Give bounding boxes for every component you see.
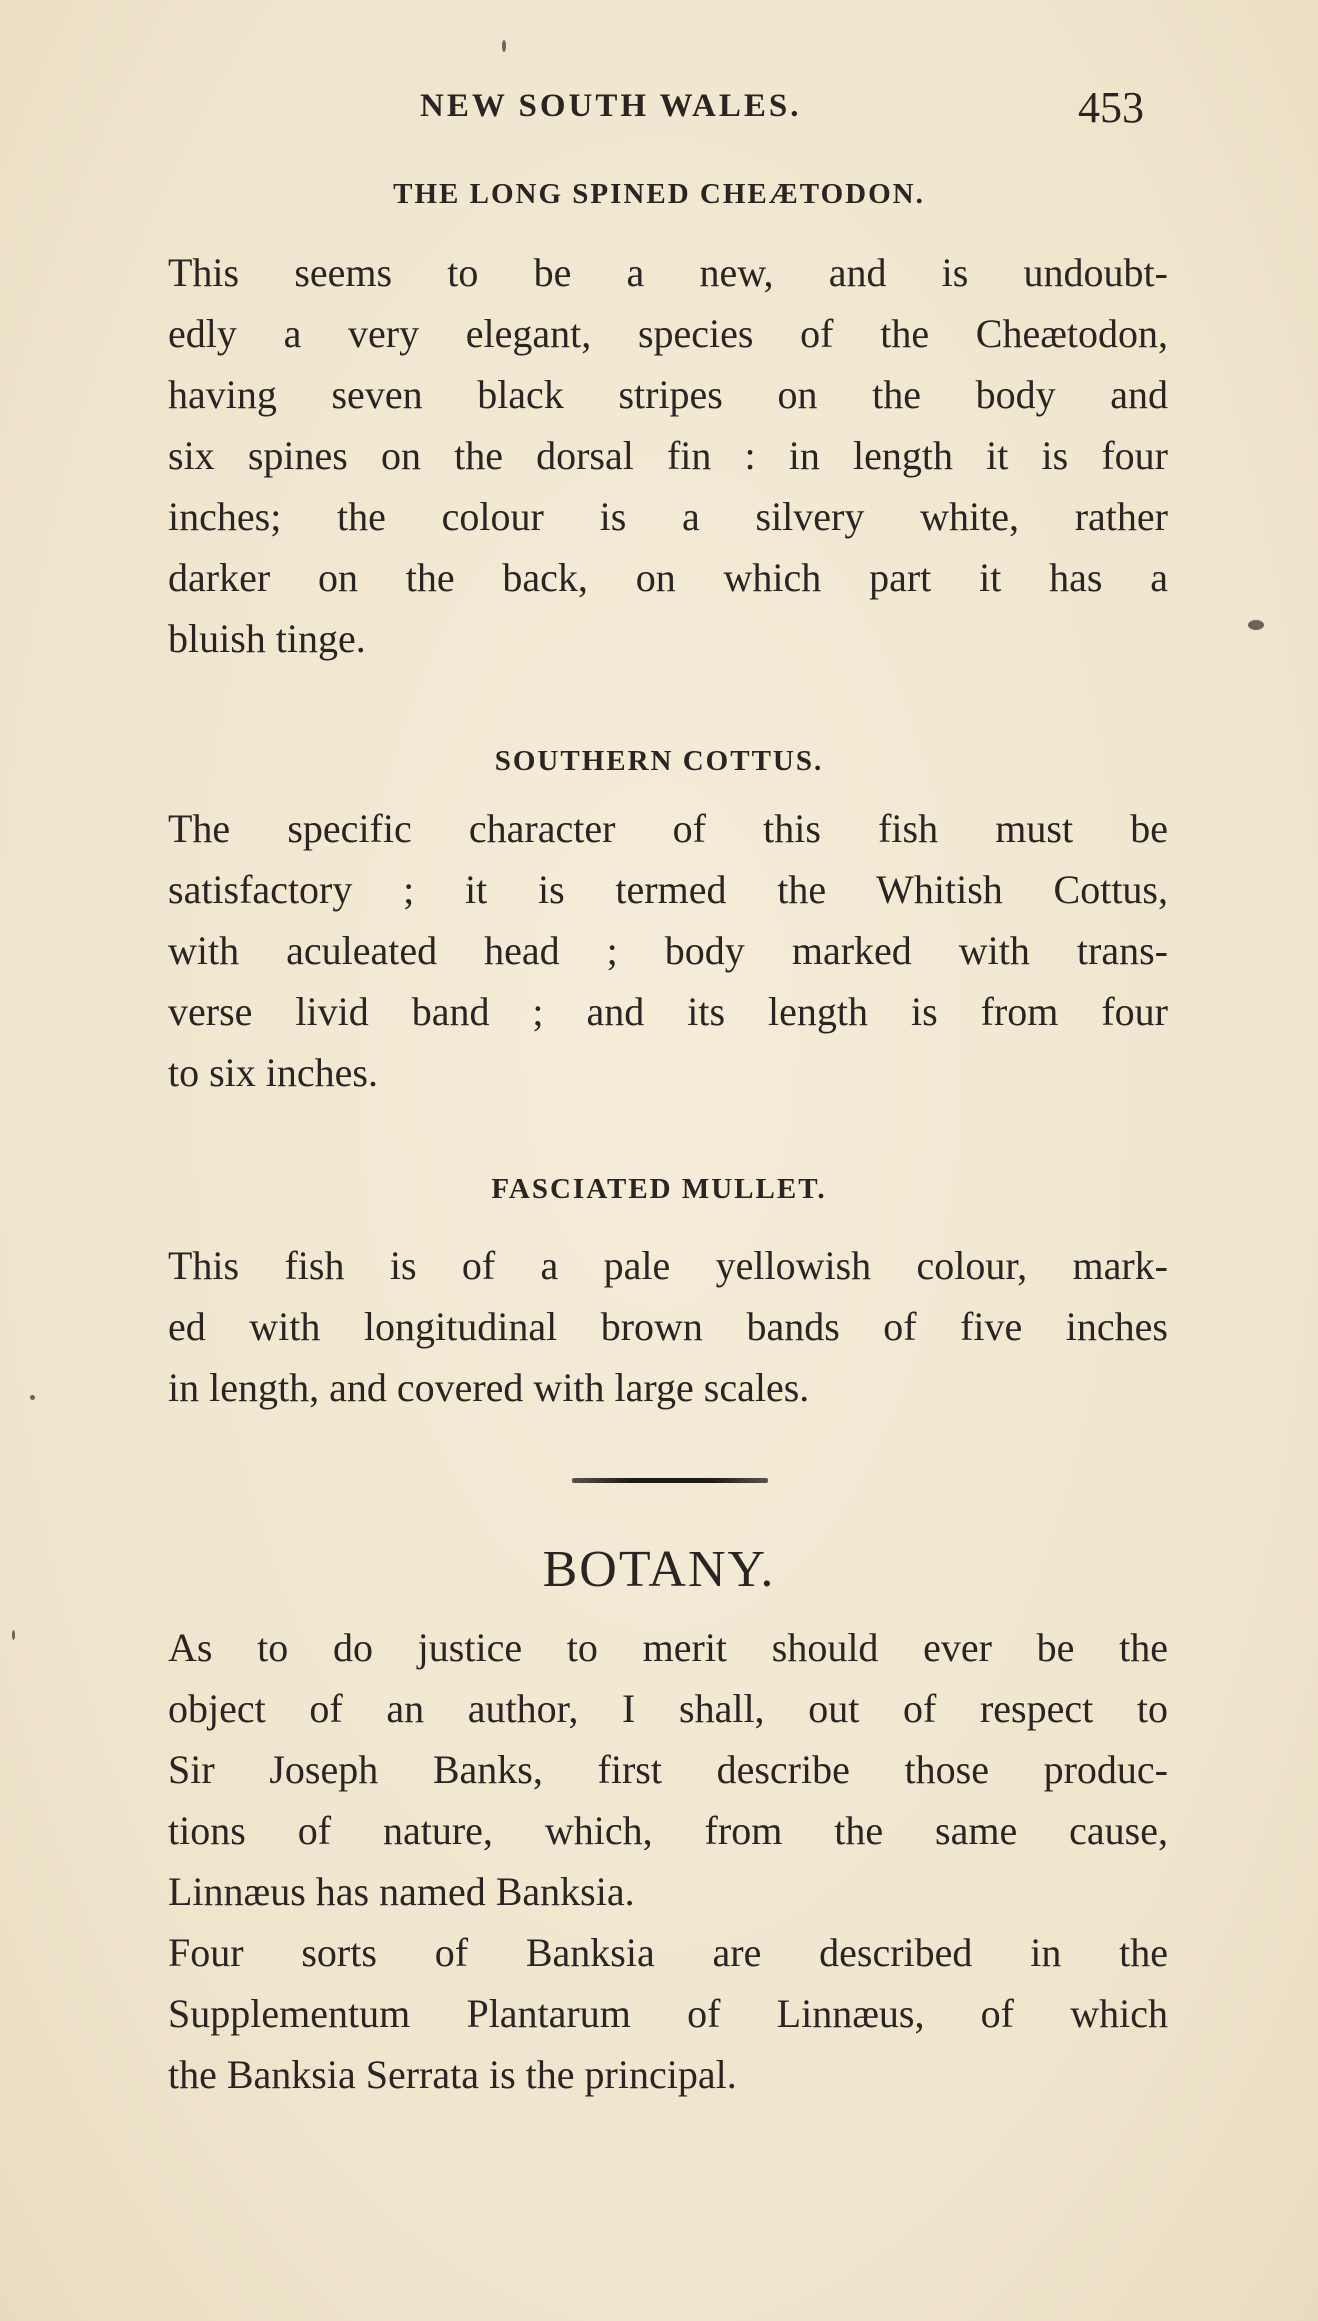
page-number: 453 xyxy=(1078,83,1144,132)
text-line: with aculeated head ; body marked with trans- xyxy=(168,928,1168,973)
text-line: edly a very elegant, species of the Cheætodon, xyxy=(168,311,1168,356)
running-title: NEW SOUTH WALES. xyxy=(420,88,802,124)
text-line: the Banksia Serrata is the principal. xyxy=(168,2052,737,2097)
paragraph-cottus xyxy=(168,798,1168,1103)
text-line: in length, and covered with large scales. xyxy=(168,1365,810,1410)
section-heading-cottus: SOUTHERN COTTUS. xyxy=(494,745,824,777)
text-line: Supplementum Plantarum of Linnæus, of which xyxy=(168,1991,1168,2036)
text-line: to six inches. xyxy=(168,1050,378,1095)
paragraph-mullet xyxy=(168,1235,1168,1418)
text-line: tions of nature, which, from the same cause, xyxy=(168,1808,1168,1853)
section-divider-rule xyxy=(572,1478,768,1483)
text-line: ed with longitudinal brown bands of five inches xyxy=(168,1304,1168,1349)
text-line: inches; the colour is a silvery white, rather xyxy=(168,494,1168,539)
text-line: satisfactory ; it is termed the Whitish Cottus, xyxy=(168,867,1168,912)
paragraph-botany-1 xyxy=(168,1617,1168,1922)
running-head xyxy=(0,80,1318,140)
text-line: As to do justice to merit should ever be the xyxy=(168,1625,1168,1670)
ink-speck xyxy=(502,40,506,52)
text-line: Four sorts of Banksia are described in the xyxy=(168,1930,1168,1975)
ink-speck xyxy=(12,1630,15,1640)
text-line: object of an author, I shall, out of respect to xyxy=(168,1686,1168,1731)
text-line: This fish is of a pale yellowish colour, mark- xyxy=(168,1243,1168,1288)
paragraph-botany-2 xyxy=(168,1922,1168,2105)
text-line: verse livid band ; and its length is from four xyxy=(168,989,1168,1034)
text-line: having seven black stripes on the body and xyxy=(168,372,1168,417)
text-line: six spines on the dorsal fin : in length it is four xyxy=(168,433,1168,478)
text-line: Sir Joseph Banks, first describe those produc- xyxy=(168,1747,1168,1792)
text-line: bluish tinge. xyxy=(168,616,366,661)
paragraph-cheaetodon xyxy=(168,242,1168,669)
section-heading-mullet: FASCIATED MULLET. xyxy=(491,1173,827,1205)
text-line: The specific character of this fish must be xyxy=(168,806,1168,851)
ink-speck xyxy=(30,1395,35,1400)
text-line: darker on the back, on which part it has a xyxy=(168,555,1168,600)
text-line: This seems to be a new, and is undoubt- xyxy=(168,250,1168,295)
botany-title: BOTANY. xyxy=(542,1541,776,1598)
ink-speck xyxy=(1248,620,1264,630)
text-line: Linnæus has named Banksia. xyxy=(168,1869,635,1914)
section-heading-cheaetodon: THE LONG SPINED CHEÆTODON. xyxy=(393,178,925,210)
